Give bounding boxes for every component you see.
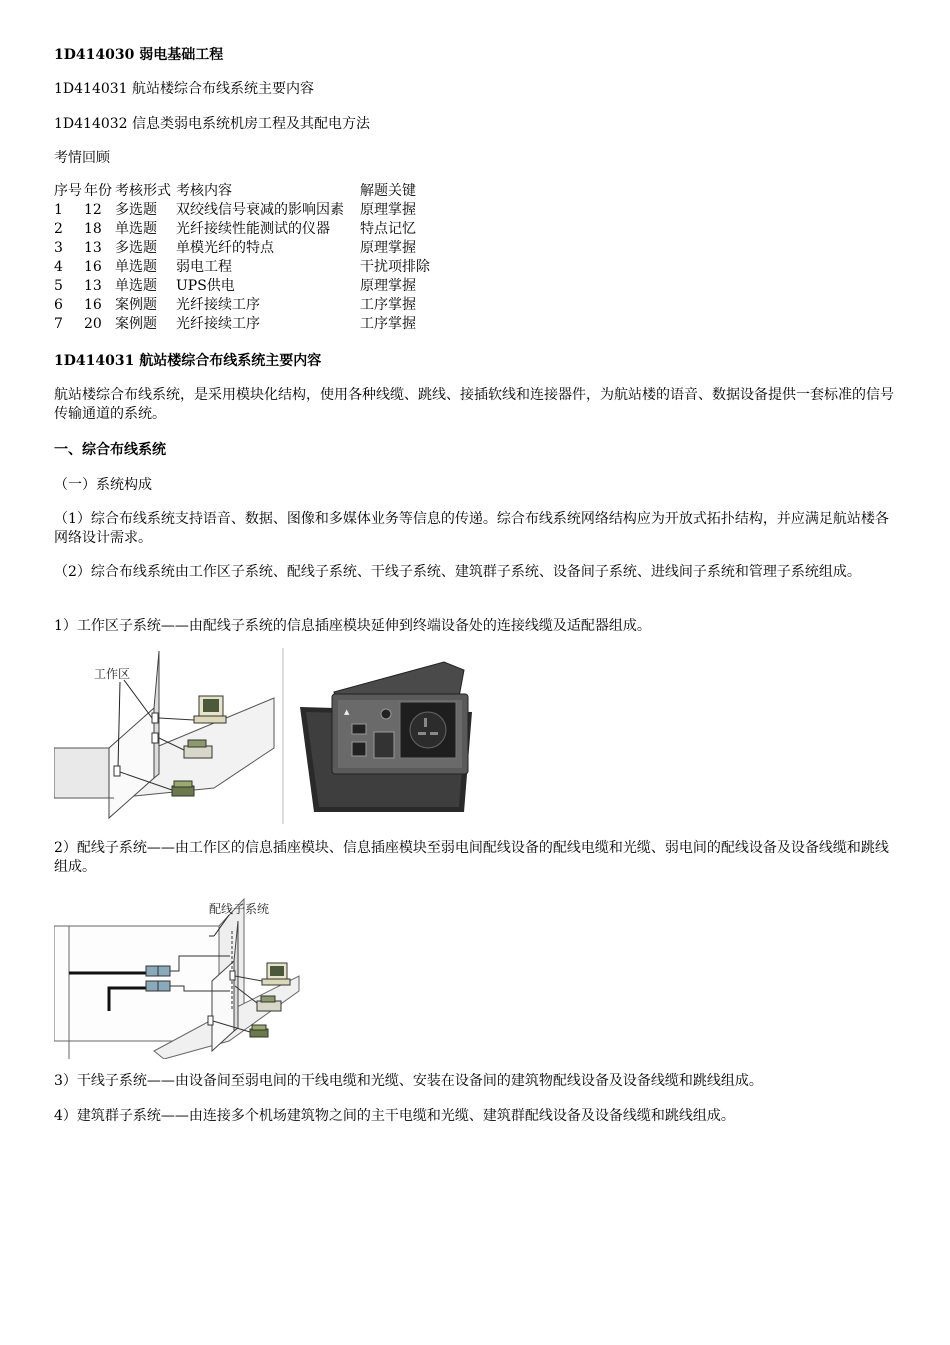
cell-no: 4 xyxy=(54,259,63,275)
cell-no: 7 xyxy=(54,316,63,332)
cell-year: 13 xyxy=(84,240,102,256)
cell-key: 原理掌握 xyxy=(360,202,416,218)
item-4-text: 4）建筑群子系统——由连接多个机场建筑物之间的主干电缆和光缆、建筑群配线设备及设备线缆和跳线组成。 xyxy=(54,1108,735,1124)
toc-item-1: 1D414031 航站楼综合布线系统主要内容 xyxy=(54,81,315,97)
cell-content: 光纤接续工序 xyxy=(176,297,260,313)
item-3-text: 3）干线子系统——由设备间至弱电间的干线电缆和光缆、安装在设备间的建筑物配线设备及设备线缆和跳线组成。 xyxy=(54,1073,763,1089)
cell-no: 2 xyxy=(54,221,63,237)
network-port-icon xyxy=(352,742,366,756)
phone-icon xyxy=(172,781,194,796)
svg-text:▲: ▲ xyxy=(344,708,350,716)
usb-port-icon xyxy=(352,724,366,734)
cell-key: 原理掌握 xyxy=(360,240,416,256)
phone-icon xyxy=(250,1025,268,1037)
cell-content: 光纤接续工序 xyxy=(176,316,260,332)
cell-type: 单选题 xyxy=(115,278,157,294)
main-heading: 1D414030 弱电基础工程 xyxy=(54,47,224,63)
cell-year: 20 xyxy=(84,316,102,332)
cell-year: 13 xyxy=(84,278,102,294)
cell-year: 12 xyxy=(84,202,102,218)
cell-type: 多选题 xyxy=(115,202,157,218)
cell-key: 工序掌握 xyxy=(360,316,416,332)
cell-content: UPS供电 xyxy=(176,278,235,294)
cell-type: 多选题 xyxy=(115,240,157,256)
cell-key: 干扰项排除 xyxy=(360,259,430,275)
work-area-diagram xyxy=(54,648,284,824)
cell-key: 工序掌握 xyxy=(360,297,416,313)
cell-year: 16 xyxy=(84,297,102,313)
cell-no: 5 xyxy=(54,278,63,294)
toc-item-2: 1D414032 信息类弱电系统机房工程及其配电方法 xyxy=(54,116,371,132)
header-content: 考核内容 xyxy=(176,183,232,199)
computer-icon xyxy=(194,696,226,723)
patch-panel-icon xyxy=(146,966,158,976)
cell-year: 16 xyxy=(84,259,102,275)
floor-socket-photo xyxy=(294,652,478,822)
cell-type: 案例题 xyxy=(115,297,157,313)
header-year: 年份 xyxy=(84,183,112,199)
cell-content: 单模光纤的特点 xyxy=(176,240,274,256)
cell-key: 原理掌握 xyxy=(360,278,416,294)
point-1-paragraph: （1）综合布线系统支持语音、数据、图像和多媒体业务等信息的传递。综合布线系统网络结构应为开放式拓扑结构，并应满足航站楼各网络设计需求。 xyxy=(54,511,889,546)
cell-no: 3 xyxy=(54,240,63,256)
item-1-text: 1）工作区子系统——由配线子系统的信息插座模块延伸到终端设备处的连接线缆及适配器组成。 xyxy=(54,618,651,634)
cell-content: 弱电工程 xyxy=(176,259,232,275)
cell-type: 单选题 xyxy=(115,259,157,275)
header-key: 解题关键 xyxy=(360,183,416,199)
cell-no: 6 xyxy=(54,297,63,313)
item-2-paragraph: 2）配线子系统——由工作区的信息插座模块、信息插座模块至弱电间配线设备的配线电缆和光缆、弱电间的配线设备及设备线缆和跳线组成。 xyxy=(54,840,889,875)
cell-year: 18 xyxy=(84,221,102,237)
cell-content: 双绞线信号衰减的影响因素 xyxy=(176,202,344,218)
work-area-label: 工作区 xyxy=(94,667,131,681)
cell-content: 光纤接续性能测试的仪器 xyxy=(176,221,330,237)
header-type: 考核形式 xyxy=(115,183,171,199)
section-title: 1D414031 航站楼综合布线系统主要内容 xyxy=(54,353,322,369)
point-2-paragraph: （2）综合布线系统由工作区子系统、配线子系统、干线子系统、建筑群子系统、设备间子系统、进线间子系统和管理子系统组成。 xyxy=(54,564,861,580)
vga-port-icon xyxy=(374,732,394,758)
header-no: 序号 xyxy=(54,183,82,199)
intro-paragraph: 航站楼综合布线系统，是采用模块化结构，使用各种线缆、跳线、接插软线和连接器件，为航站楼的语音、数据设备提供一套标准的信号传输通道的系统。 xyxy=(54,387,894,422)
audio-jack-icon xyxy=(381,709,391,719)
subsubsection-title: （一）系统构成 xyxy=(54,477,152,493)
review-title: 考情回顾 xyxy=(54,150,110,166)
horizontal-subsystem-diagram xyxy=(54,891,304,1059)
subsection-title: 一、综合布线系统 xyxy=(54,442,166,458)
cell-no: 1 xyxy=(54,202,63,218)
cell-type: 案例题 xyxy=(115,316,157,332)
cell-key: 特点记忆 xyxy=(360,221,416,237)
cell-type: 单选题 xyxy=(115,221,157,237)
horizontal-subsystem-label: 配线子系统 xyxy=(209,902,270,916)
